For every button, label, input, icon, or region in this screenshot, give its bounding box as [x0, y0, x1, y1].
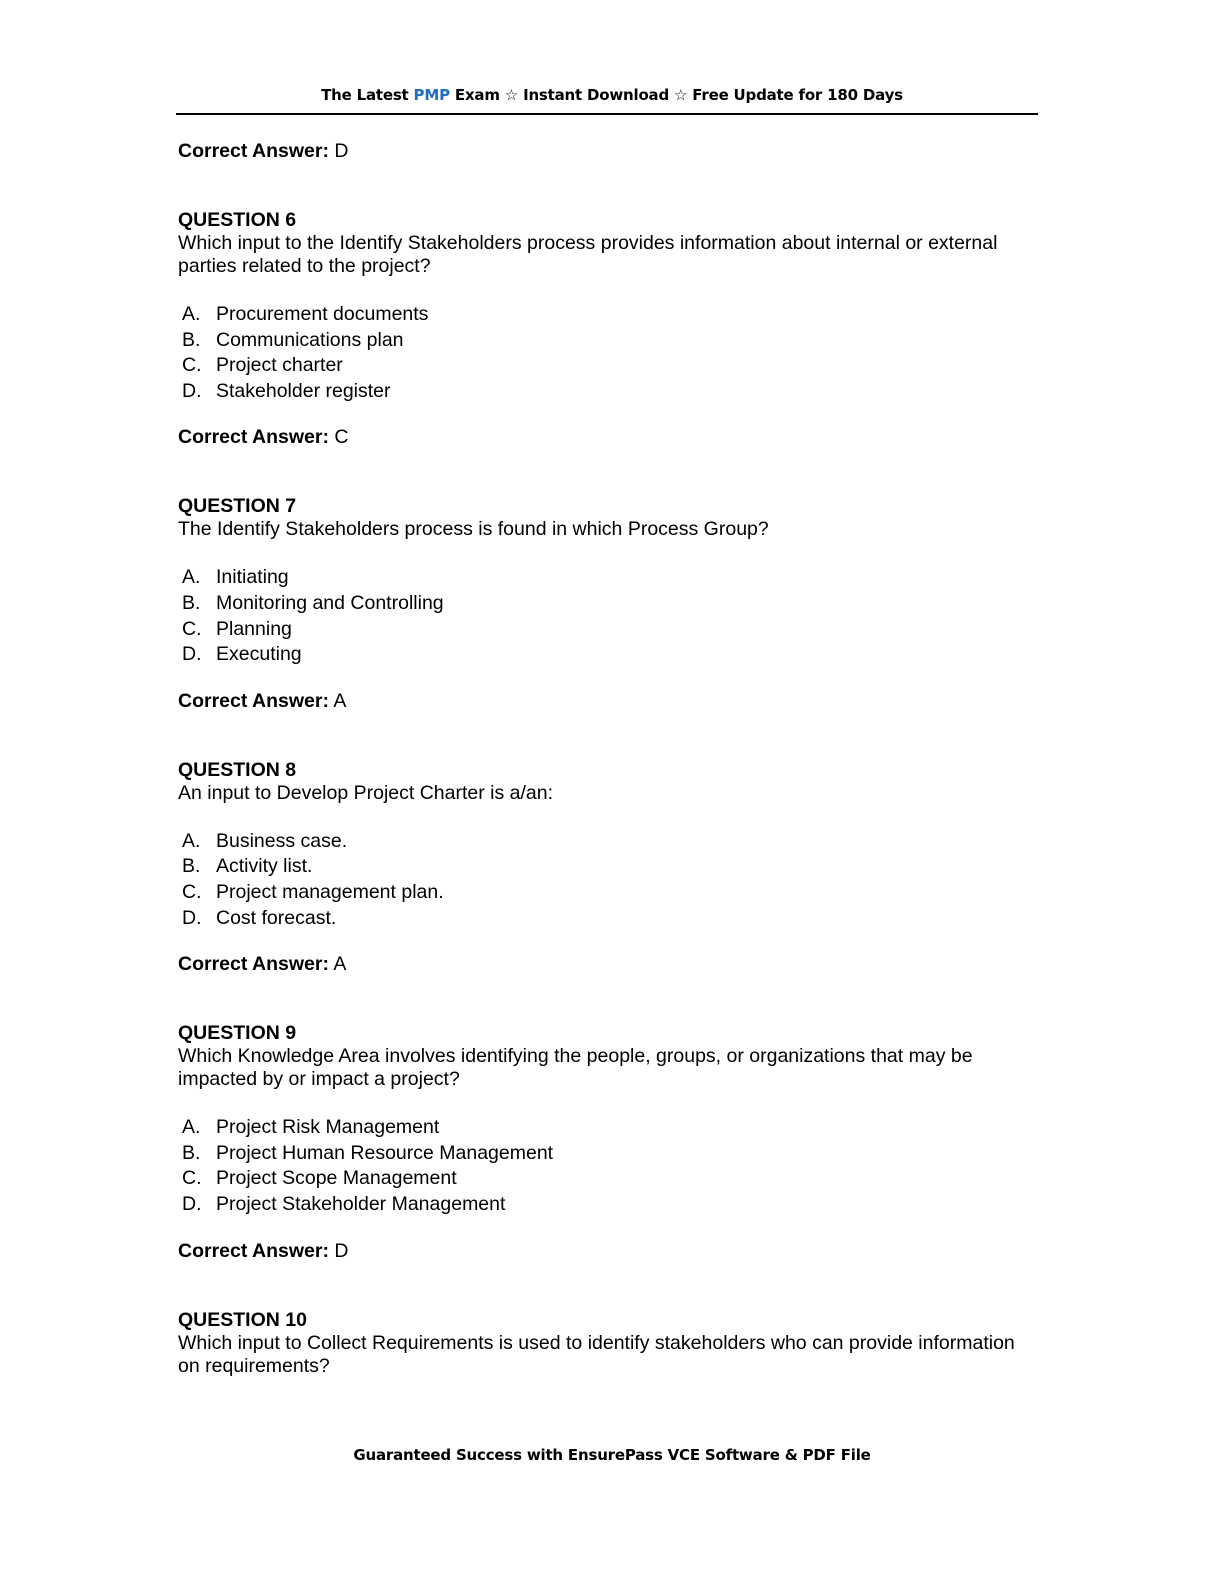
option-text: Planning: [216, 617, 292, 640]
option-text: Monitoring and Controlling: [216, 591, 444, 614]
option-d: [178, 906, 1038, 932]
correct-answer-value: C: [334, 426, 349, 449]
question-title: QUESTION 7: [178, 495, 297, 518]
correct-answer-value: A: [333, 689, 347, 712]
option-text: Project Risk Management: [216, 1116, 440, 1139]
option-text: Communications plan: [216, 328, 404, 351]
option-text: Activity list.: [216, 855, 313, 878]
question-title: QUESTION 8: [178, 758, 297, 781]
option-d: [178, 1192, 1038, 1218]
option-letter: B.: [182, 328, 201, 351]
question-6: [178, 209, 1038, 449]
option-b: [178, 328, 1038, 354]
option-text: Stakeholder register: [216, 379, 391, 402]
option-letter: C.: [182, 617, 202, 640]
option-text: Project Stakeholder Management: [216, 1192, 506, 1215]
header-suffix: Exam ☆ Instant Download ☆ Free Update for 180 Days: [449, 86, 903, 104]
correct-answer: [178, 1240, 1038, 1263]
correct-answer: [178, 426, 1038, 449]
option-letter: C.: [182, 880, 202, 903]
header-divider: [176, 113, 1038, 115]
option-text: Project management plan.: [216, 880, 444, 903]
correct-answer-previous: [178, 140, 1038, 163]
question-9: [178, 1022, 1038, 1262]
correct-answer-value: D: [334, 140, 349, 162]
correct-answer-value: A: [333, 953, 347, 976]
option-text: Project Scope Management: [216, 1167, 457, 1190]
correct-answer: [178, 953, 1038, 976]
option-text: Procurement documents: [216, 303, 429, 325]
correct-answer-label: Correct Answer:: [178, 689, 329, 712]
option-a: [178, 1115, 1038, 1141]
document-body: [178, 140, 1038, 1378]
question-7: [178, 495, 1038, 712]
option-list: [178, 565, 1038, 667]
option-list: [178, 302, 1038, 404]
question-10: [178, 1309, 1038, 1378]
question-text: Which input to the Identify Stakeholders process provides information about internal or external parties related to the project?: [178, 232, 998, 277]
option-c: [178, 617, 1038, 643]
correct-answer-value: D: [334, 1239, 349, 1262]
option-b: [178, 1141, 1038, 1167]
question-text: Which Knowledge Area involves identifying the people, groups, or organizations that may be impacted by or impact a project?: [178, 1045, 973, 1091]
option-text: Business case.: [216, 829, 348, 852]
option-letter: D.: [182, 906, 202, 929]
option-d: [178, 642, 1038, 668]
correct-answer-label: Correct Answer:: [178, 1239, 329, 1262]
option-letter: A.: [182, 566, 201, 589]
option-a: [178, 302, 1038, 328]
option-a: [178, 565, 1038, 591]
option-text: Executing: [216, 643, 302, 666]
option-text: Project Human Resource Management: [216, 1141, 554, 1164]
header-prefix: The Latest: [321, 86, 414, 104]
option-letter: C.: [182, 354, 202, 377]
option-text: Cost forecast.: [216, 906, 337, 929]
correct-answer-label: Correct Answer:: [178, 140, 329, 162]
option-a: [178, 829, 1038, 855]
question-8: [178, 759, 1038, 976]
option-list: [178, 829, 1038, 931]
page-footer: Guaranteed Success with EnsurePass VCE Software & PDF File: [353, 1446, 871, 1464]
correct-answer: [178, 690, 1038, 713]
question-title: QUESTION 6: [178, 209, 297, 231]
question-text: An input to Develop Project Charter is a/an:: [178, 781, 554, 804]
option-letter: D.: [182, 379, 202, 402]
question-title: QUESTION 9: [178, 1022, 297, 1045]
option-c: [178, 353, 1038, 379]
option-list: [178, 1115, 1038, 1217]
option-letter: B.: [182, 591, 201, 614]
question-text: The Identify Stakeholders process is found in which Process Group?: [178, 518, 769, 541]
option-letter: A.: [182, 303, 201, 325]
header-exam-code: PMP: [413, 86, 450, 104]
option-b: [178, 854, 1038, 880]
option-letter: D.: [182, 643, 202, 666]
option-letter: B.: [182, 855, 201, 878]
option-text: Initiating: [216, 566, 289, 589]
question-title: QUESTION 10: [178, 1308, 307, 1331]
option-letter: B.: [182, 1141, 201, 1164]
option-letter: D.: [182, 1192, 202, 1215]
option-c: [178, 880, 1038, 906]
correct-answer-label: Correct Answer:: [178, 953, 329, 976]
option-letter: C.: [182, 1167, 202, 1190]
question-text: Which input to Collect Requirements is used to identify stakeholders who can provide information on requirements?: [178, 1331, 1015, 1377]
correct-answer-label: Correct Answer:: [178, 426, 329, 449]
option-b: [178, 591, 1038, 617]
option-d: [178, 379, 1038, 405]
option-text: Project charter: [216, 354, 343, 377]
option-c: [178, 1166, 1038, 1192]
page-header: [0, 86, 1224, 104]
option-letter: A.: [182, 829, 201, 852]
option-letter: A.: [182, 1116, 201, 1139]
